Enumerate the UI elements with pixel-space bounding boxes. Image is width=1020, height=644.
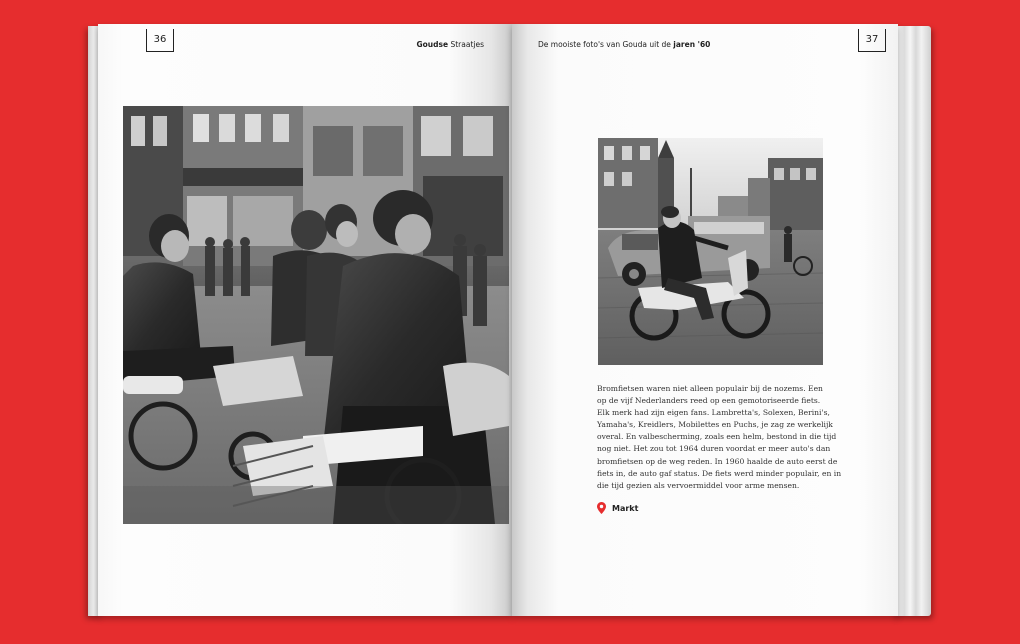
page-edge-right [893,26,931,616]
body-line: Yamaha's, Kreidlers, Mobilettes en Puchs, je zag ze werkelijk [597,420,833,430]
right-page [512,24,898,616]
left-page [98,24,512,616]
running-head-right [538,40,710,49]
body-line: nog niet. Het zou tot 1964 duren voordat er meer auto's dan [597,444,831,454]
moped-group-photo [123,106,509,524]
running-head-left-bold: Goudse [416,40,449,49]
page-number-left: 36 [146,29,174,52]
body-line: Elk merk had zijn eigen fans. Lambretta's, Solexen, Berini's, [597,408,830,418]
running-head-right-bold: jaren '60 [673,40,711,49]
page-number-right: 37 [858,29,886,52]
running-head-left [417,40,485,49]
location-tag [597,502,638,514]
running-head-right-pre: De mooiste foto's van Gouda uit de [538,40,674,49]
body-line: Bromfietsen waren niet alleen populair bij de nozems. Een [597,384,823,393]
map-pin-icon [597,502,606,514]
body-line: overal. En valbescherming, zoals een helm, bestond in die tijd [597,432,837,442]
body-line: fiets in, de auto gaf status. De fiets werd minder populair, en in [597,468,842,478]
article-body [597,383,842,492]
market-square-photo [598,138,823,365]
body-line: bromfietsen op de weg reden. In 1960 haalde de auto eerst de [597,456,838,466]
running-head-left-rest: Straatjes [448,40,484,49]
body-line: die tijd gezien als vervoermiddel voor arme mensen. [597,480,800,490]
location-label: Markt [612,503,639,513]
body-line: op de vijf Nederlanders reed op een gemotoriseerde fiets. [597,396,821,406]
